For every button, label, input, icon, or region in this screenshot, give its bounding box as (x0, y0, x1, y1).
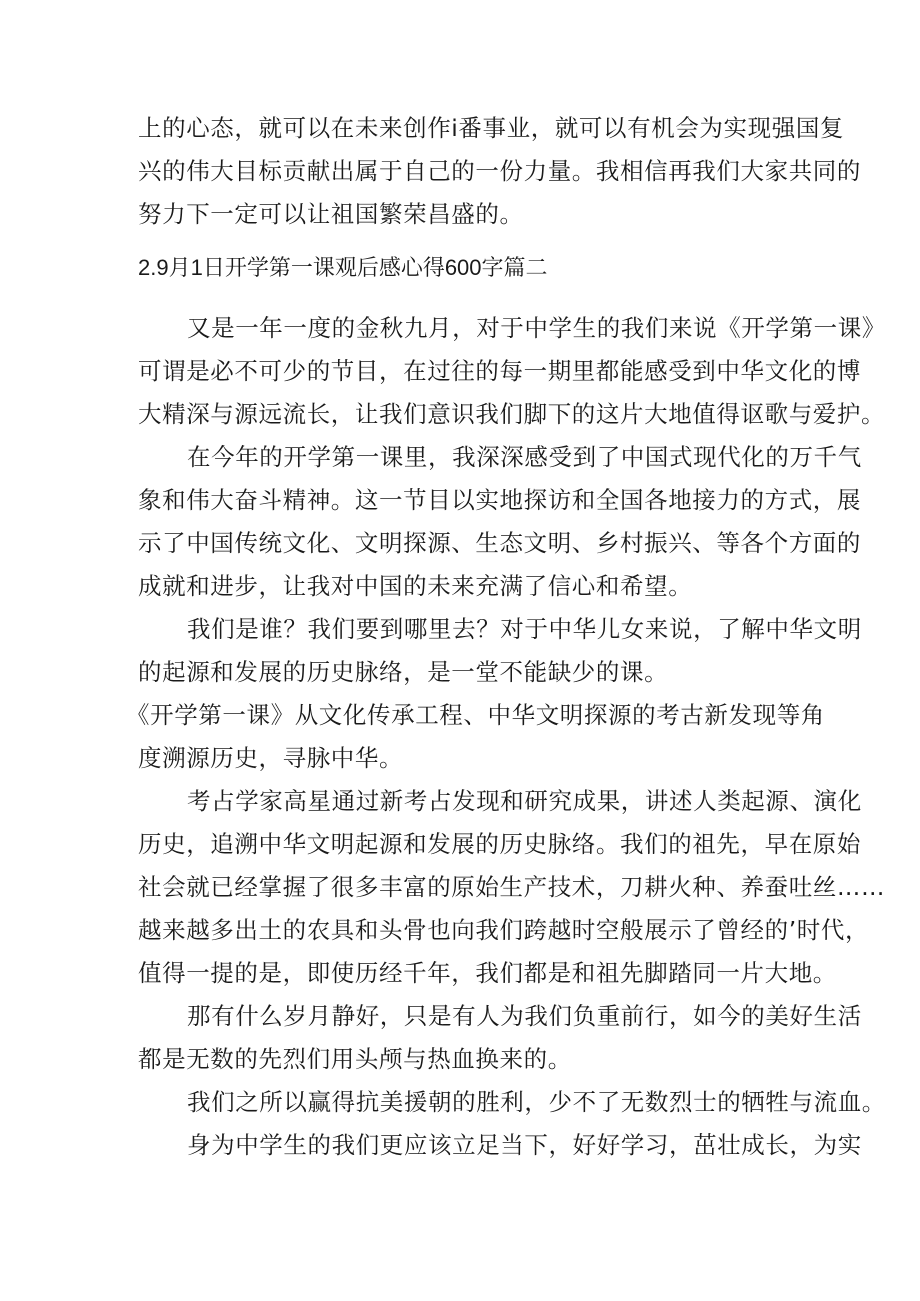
paragraph-line: 大精深与源远流长，让我们意识我们脚下的这片大地值得讴歌与爱护。 (138, 400, 886, 428)
paragraph-line: 象和伟大奋斗精神。这一节目以实地探访和全国各地接力的方式，展 (138, 486, 861, 514)
paragraph-line: 又是一年一度的金秋九月，对于中学生的我们来说《开学第一课》 (187, 314, 886, 342)
paragraph-line: 我们是谁？我们要到哪里去？对于中华儿女来说，了解中华文明 (187, 615, 862, 643)
paragraph-line: 我们之所以赢得抗美援朝的胜利，少不了无数烈士的牺牲与流血。 (187, 1088, 886, 1116)
paragraph-line: 历史，追溯中华文明起源和发展的历史脉络。我们的祖先，早在原始 (138, 830, 861, 858)
paragraph-line: 那有什么岁月静好，只是有人为我们负重前行，如今的美好生活 (187, 1002, 862, 1030)
paragraph-line: 《开学第一课》从文化传承工程、中华文明探源的考古新发现等角 (126, 701, 825, 729)
paragraph-line: 示了中国传统文化、文明探源、生态文明、乡村振兴、等各个方面的 (138, 529, 861, 557)
paragraph-line: 社会就已经掌握了很多丰富的原始生产技术，刀耕火种、养蚕吐丝…… (138, 873, 886, 901)
paragraph-line: 都是无数的先烈们用头颅与热血换来的。 (138, 1045, 572, 1073)
paragraph-line: 可谓是必不可少的节目，在过往的每一期里都能感受到中华文化的博 (138, 357, 861, 385)
paragraph-line: 身为中学生的我们更应该立足当下，好好学习，茁壮成长，为实 (187, 1131, 862, 1159)
paragraph-line: 在今年的开学第一课里，我深深感受到了中国式现代化的万千气 (187, 443, 862, 471)
paragraph-line: 度溯源历史，寻脉中华。 (138, 744, 404, 772)
paragraph-line: 努力下一定可以让祖国繁荣昌盛的。 (138, 200, 524, 228)
paragraph-line: 的起源和发展的历史脉络，是一堂不能缺少的课。 (138, 658, 669, 686)
paragraph-line: 越来越多出土的农具和头骨也向我们跨越时空般展示了曾经的’时代， (138, 916, 870, 944)
paragraph-line: 值得一提的是，即使历经千年，我们都是和祖先脚踏同一片大地。 (138, 959, 837, 987)
paragraph-line: 考占学家高星通过新考占发现和研究成果，讲述人类起源、演化 (187, 787, 862, 815)
paragraph-line: 兴的伟大目标贡献出属于自己的一份力量。我相信再我们大家共同的 (138, 157, 861, 185)
paragraph-line: 上的心态，就可以在未来创作i番事业，就可以有机会为实现强国复 (138, 114, 845, 142)
paragraph-line: 成就和进步，让我对中国的未来充满了信心和希望。 (138, 572, 693, 600)
section-heading: 2.9月1日开学第一课观后感心得600字篇二 (138, 255, 548, 280)
